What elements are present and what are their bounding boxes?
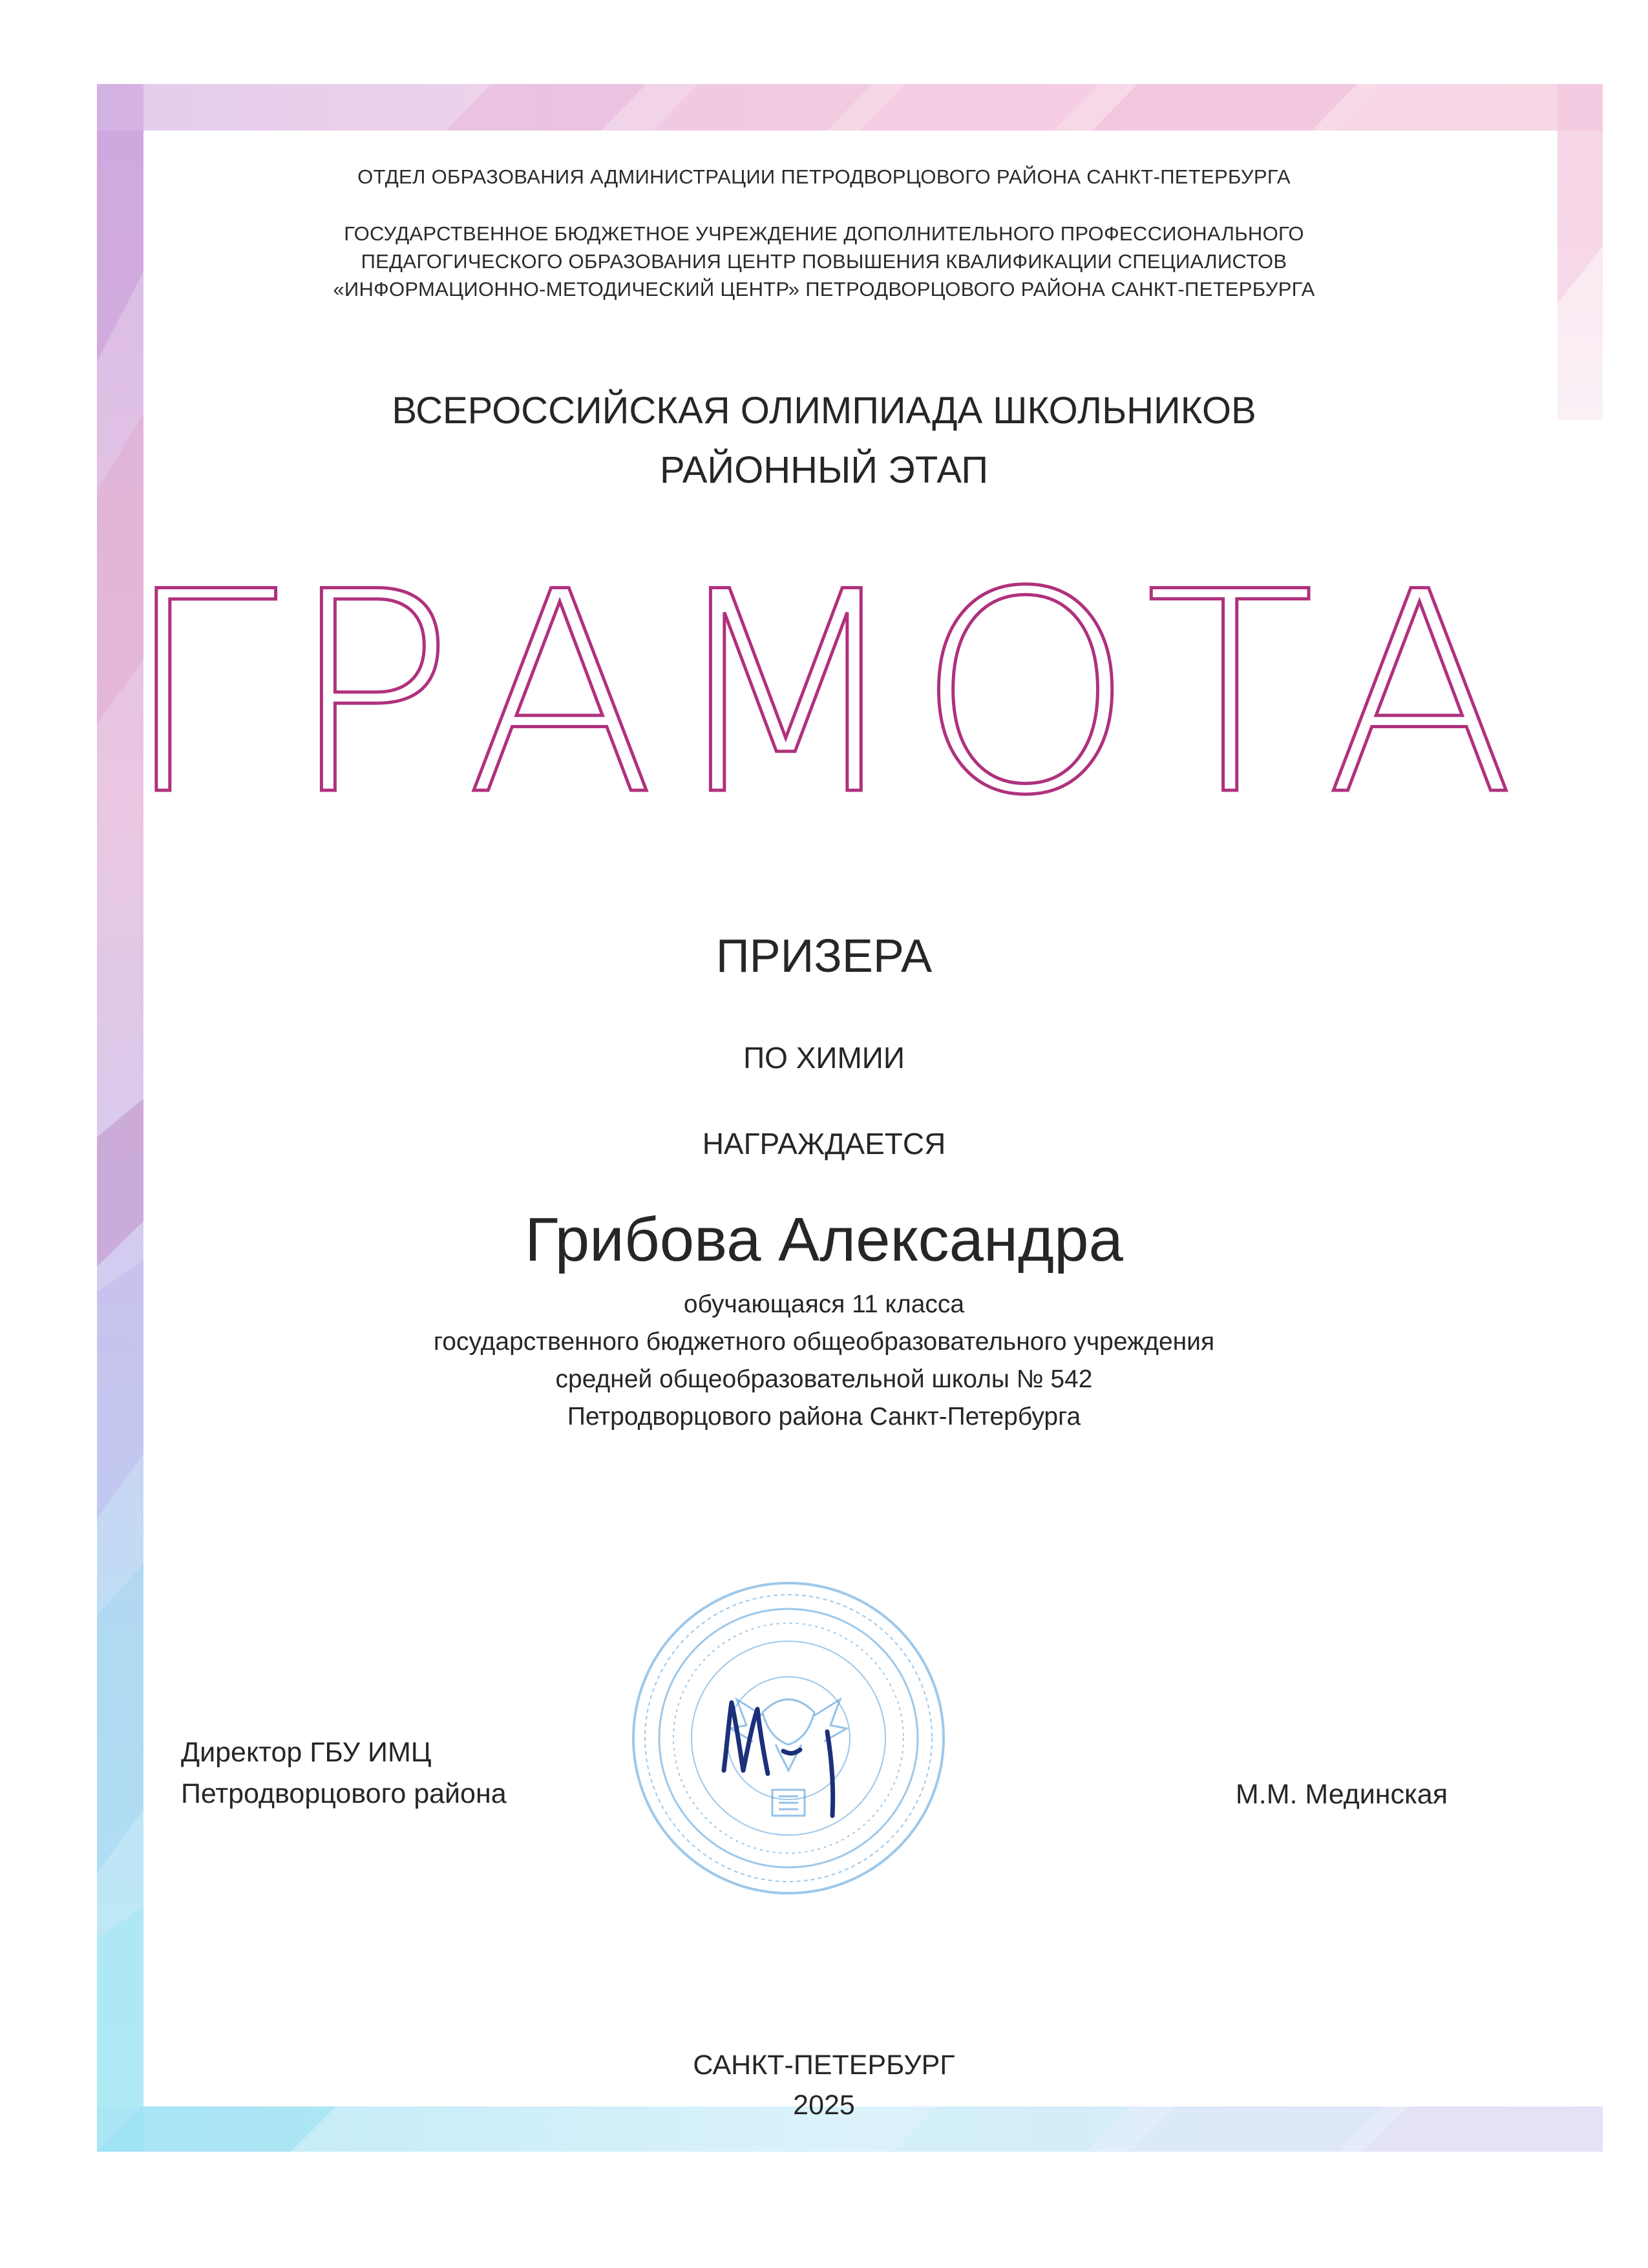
olympiad-stage: РАЙОННЫЙ ЭТАП [659,449,989,491]
detail-school: средней общеобразовательной школы № 542 [555,1365,1093,1393]
signatory-position-line-2: Петродворцового района [181,1778,507,1809]
detail-grade: обучающаяся 11 класса [683,1290,965,1318]
institution-header-line-1: ГОСУДАРСТВЕННОЕ БЮДЖЕТНОЕ УЧРЕЖДЕНИЕ ДОПОЛНИТЕЛЬНОГО ПРОФЕССИОНАЛЬНОГО [344,222,1304,245]
footer-city: САНКТ-ПЕТЕРБУРГ [693,2050,955,2081]
recipient-name: Грибова Александра [525,1205,1123,1274]
signatory-name: М.М. Мединская [1235,1779,1448,1810]
prize-title: ПРИЗЕРА [715,930,933,982]
signatory-position-line-1: Директор ГБУ ИМЦ [181,1737,432,1768]
olympiad-title: ВСЕРОССИЙСКАЯ ОЛИМПИАДА ШКОЛЬНИКОВ [392,390,1256,432]
institution-header-line-2: ПЕДАГОГИЧЕСКОГО ОБРАЗОВАНИЯ ЦЕНТР ПОВЫШЕНИЯ КВАЛИФИКАЦИИ СПЕЦИАЛИСТОВ [361,250,1287,273]
signatory-position [181,1732,507,1814]
footer-year: 2025 [793,2090,855,2121]
subject-line: ПО ХИМИИ [743,1041,905,1075]
department-header: ОТДЕЛ ОБРАЗОВАНИЯ АДМИНИСТРАЦИИ ПЕТРОДВОРЦОВОГО РАЙОНА САНКТ-ПЕТЕРБУРГА [357,165,1291,188]
official-seal [614,1577,963,1900]
detail-district: Петродворцового района Санкт-Петербурга [567,1403,1081,1431]
certificate-title: ГРАМОТА [122,533,1526,856]
awarded-line: НАГРАЖДАЕТСЯ [702,1127,946,1160]
institution-header-line-3: «ИНФОРМАЦИОННО-МЕТОДИЧЕСКИЙ ЦЕНТР» ПЕТРОДВОРЦОВОГО РАЙОНА САНКТ-ПЕТЕРБУРГА [333,278,1315,300]
detail-institution: государственного бюджетного общеобразовательного учреждения [433,1328,1215,1356]
